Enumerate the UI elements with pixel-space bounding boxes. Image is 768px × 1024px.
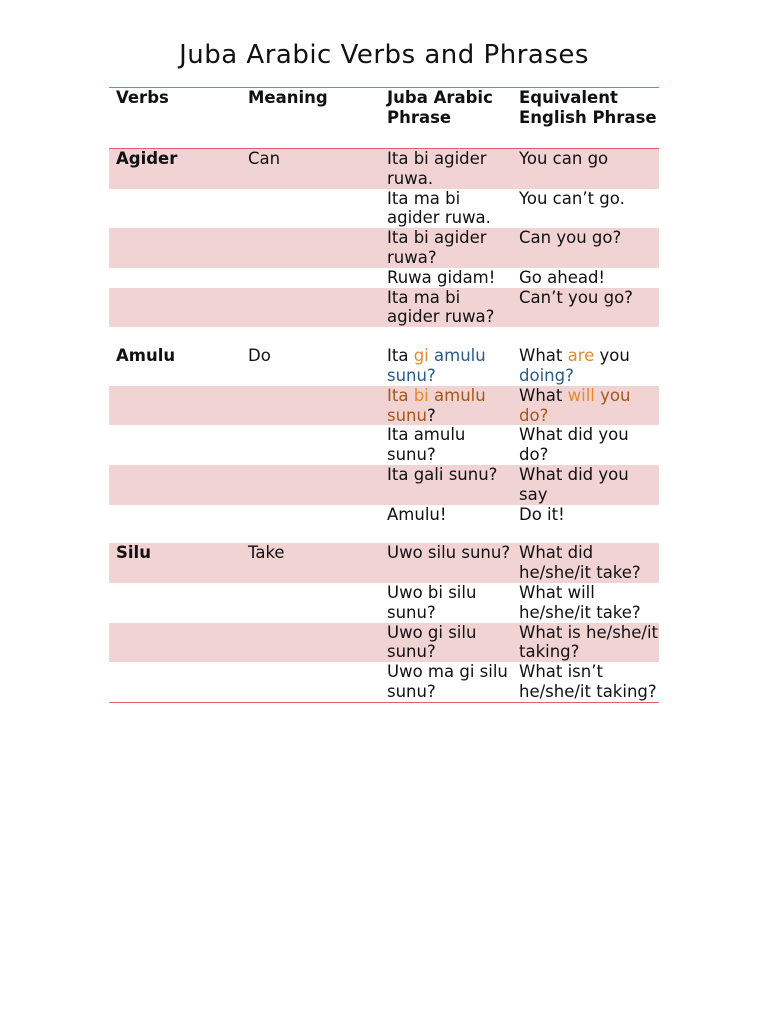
meaning-cell bbox=[241, 228, 380, 268]
table-row bbox=[109, 623, 659, 663]
verbs-table bbox=[109, 87, 659, 703]
english-phrase-cell: You can’t go. bbox=[519, 188, 625, 208]
page-title: Juba Arabic Verbs and Phrases bbox=[179, 40, 589, 70]
highlighted-word: are bbox=[567, 346, 595, 366]
english-phrase-cell: Can you go? bbox=[512, 228, 659, 268]
meaning-cell bbox=[241, 583, 380, 623]
arabic-phrase-cell bbox=[380, 346, 512, 386]
arabic-phrase-cell: Amulu! bbox=[387, 504, 447, 524]
english-phrase-cell bbox=[512, 346, 659, 386]
table-row bbox=[109, 149, 659, 189]
verb-cell: Amulu bbox=[116, 346, 176, 366]
english-phrase-cell: What did you say bbox=[512, 465, 659, 505]
table-header-row bbox=[109, 88, 659, 149]
highlighted-word: doing? bbox=[519, 365, 574, 385]
english-phrase-cell: Can’t you go? bbox=[512, 288, 659, 328]
arabic-phrase-cell: Ita ma bi agider ruwa. bbox=[387, 188, 491, 228]
english-phrase-cell: Do it! bbox=[519, 504, 565, 524]
meaning-cell bbox=[241, 288, 380, 328]
verb-cell: Agider bbox=[109, 149, 241, 189]
verb-cell bbox=[109, 288, 241, 328]
phrase-segment: Ita bbox=[387, 346, 414, 366]
verb-cell bbox=[109, 465, 241, 505]
phrase-segment: you bbox=[594, 346, 630, 366]
arabic-phrase-cell: Uwo bi silu sunu? bbox=[387, 582, 477, 622]
meaning-cell bbox=[241, 623, 380, 663]
table-row bbox=[109, 505, 659, 525]
verb-cell bbox=[109, 386, 241, 426]
table-row bbox=[109, 288, 659, 328]
arabic-phrase-cell: Uwo ma gi silu sunu? bbox=[387, 662, 508, 701]
table-row bbox=[109, 662, 659, 702]
meaning-cell: Take bbox=[241, 543, 380, 583]
arabic-phrase-cell: Ita ma bi agider ruwa? bbox=[380, 288, 512, 328]
verb-cell bbox=[109, 189, 241, 229]
english-phrase-cell: What did you do? bbox=[519, 425, 629, 465]
verb-cell bbox=[109, 228, 241, 268]
highlighted-word: bi bbox=[413, 385, 429, 405]
table-row bbox=[109, 386, 659, 426]
english-phrase-cell: What isn’t he/she/it taking? bbox=[519, 662, 657, 701]
highlighted-word: amulu sunu bbox=[387, 385, 486, 425]
table-row bbox=[109, 465, 659, 505]
table-row bbox=[109, 268, 659, 288]
verb-cell bbox=[109, 583, 241, 623]
verb-cell bbox=[109, 268, 241, 288]
meaning-cell bbox=[241, 505, 380, 525]
english-phrase-cell: What will he/she/it take? bbox=[519, 582, 641, 622]
arabic-phrase-cell: Ita gali sunu? bbox=[380, 465, 512, 505]
spacer-row bbox=[109, 327, 659, 346]
verb-cell: Silu bbox=[109, 543, 241, 583]
table-row bbox=[109, 228, 659, 268]
meaning-cell bbox=[241, 189, 380, 229]
phrase-segment: What bbox=[519, 346, 568, 366]
arabic-phrase-cell: Ita bi agider ruwa. bbox=[380, 149, 512, 189]
verb-cell bbox=[109, 425, 241, 465]
highlighted-word: you do? bbox=[519, 385, 631, 425]
meaning-cell bbox=[241, 268, 380, 288]
verb-cell bbox=[109, 662, 241, 702]
english-phrase-cell: What did he/she/it take? bbox=[512, 543, 659, 583]
verb-cell bbox=[109, 505, 241, 525]
table-row bbox=[109, 189, 659, 229]
phrase-segment: What bbox=[519, 385, 568, 405]
meaning-cell: Can bbox=[241, 149, 380, 189]
phrase-segment: ? bbox=[426, 405, 436, 425]
header-meaning: Meaning bbox=[241, 88, 380, 149]
arabic-phrase-cell: Uwo silu sunu? bbox=[380, 543, 512, 583]
arabic-phrase-cell bbox=[380, 386, 512, 426]
meaning-cell bbox=[241, 425, 380, 465]
arabic-phrase-cell: Ita bi agider ruwa? bbox=[380, 228, 512, 268]
meaning-cell bbox=[241, 386, 380, 426]
meaning-cell bbox=[241, 465, 380, 505]
verb-cell bbox=[109, 623, 241, 663]
table-row bbox=[109, 543, 659, 583]
english-phrase-cell: You can go bbox=[512, 149, 659, 189]
highlighted-word: gi bbox=[413, 346, 429, 366]
table-row bbox=[109, 583, 659, 623]
phrase-segment: Ita bbox=[387, 385, 414, 405]
header-verbs: Verbs bbox=[109, 88, 241, 149]
spacer-row bbox=[109, 524, 659, 543]
meaning-cell bbox=[241, 662, 380, 702]
header-juba-arabic-phrase: Juba Arabic Phrase bbox=[380, 88, 512, 149]
table-row bbox=[109, 346, 659, 386]
meaning-cell: Do bbox=[248, 346, 271, 366]
english-phrase-cell bbox=[512, 386, 659, 426]
english-phrase-cell: Go ahead! bbox=[519, 267, 606, 287]
header-equivalent-english-phrase: Equivalent English Phrase bbox=[512, 88, 659, 149]
table-row bbox=[109, 425, 659, 465]
arabic-phrase-cell: Uwo gi silu sunu? bbox=[380, 623, 512, 663]
arabic-phrase-cell: Ita amulu sunu? bbox=[387, 425, 466, 465]
arabic-phrase-cell: Ruwa gidam! bbox=[387, 267, 496, 287]
highlighted-word: will bbox=[567, 385, 595, 405]
english-phrase-cell: What is he/she/it taking? bbox=[512, 623, 659, 663]
highlighted-word: amulu sunu? bbox=[387, 346, 486, 385]
